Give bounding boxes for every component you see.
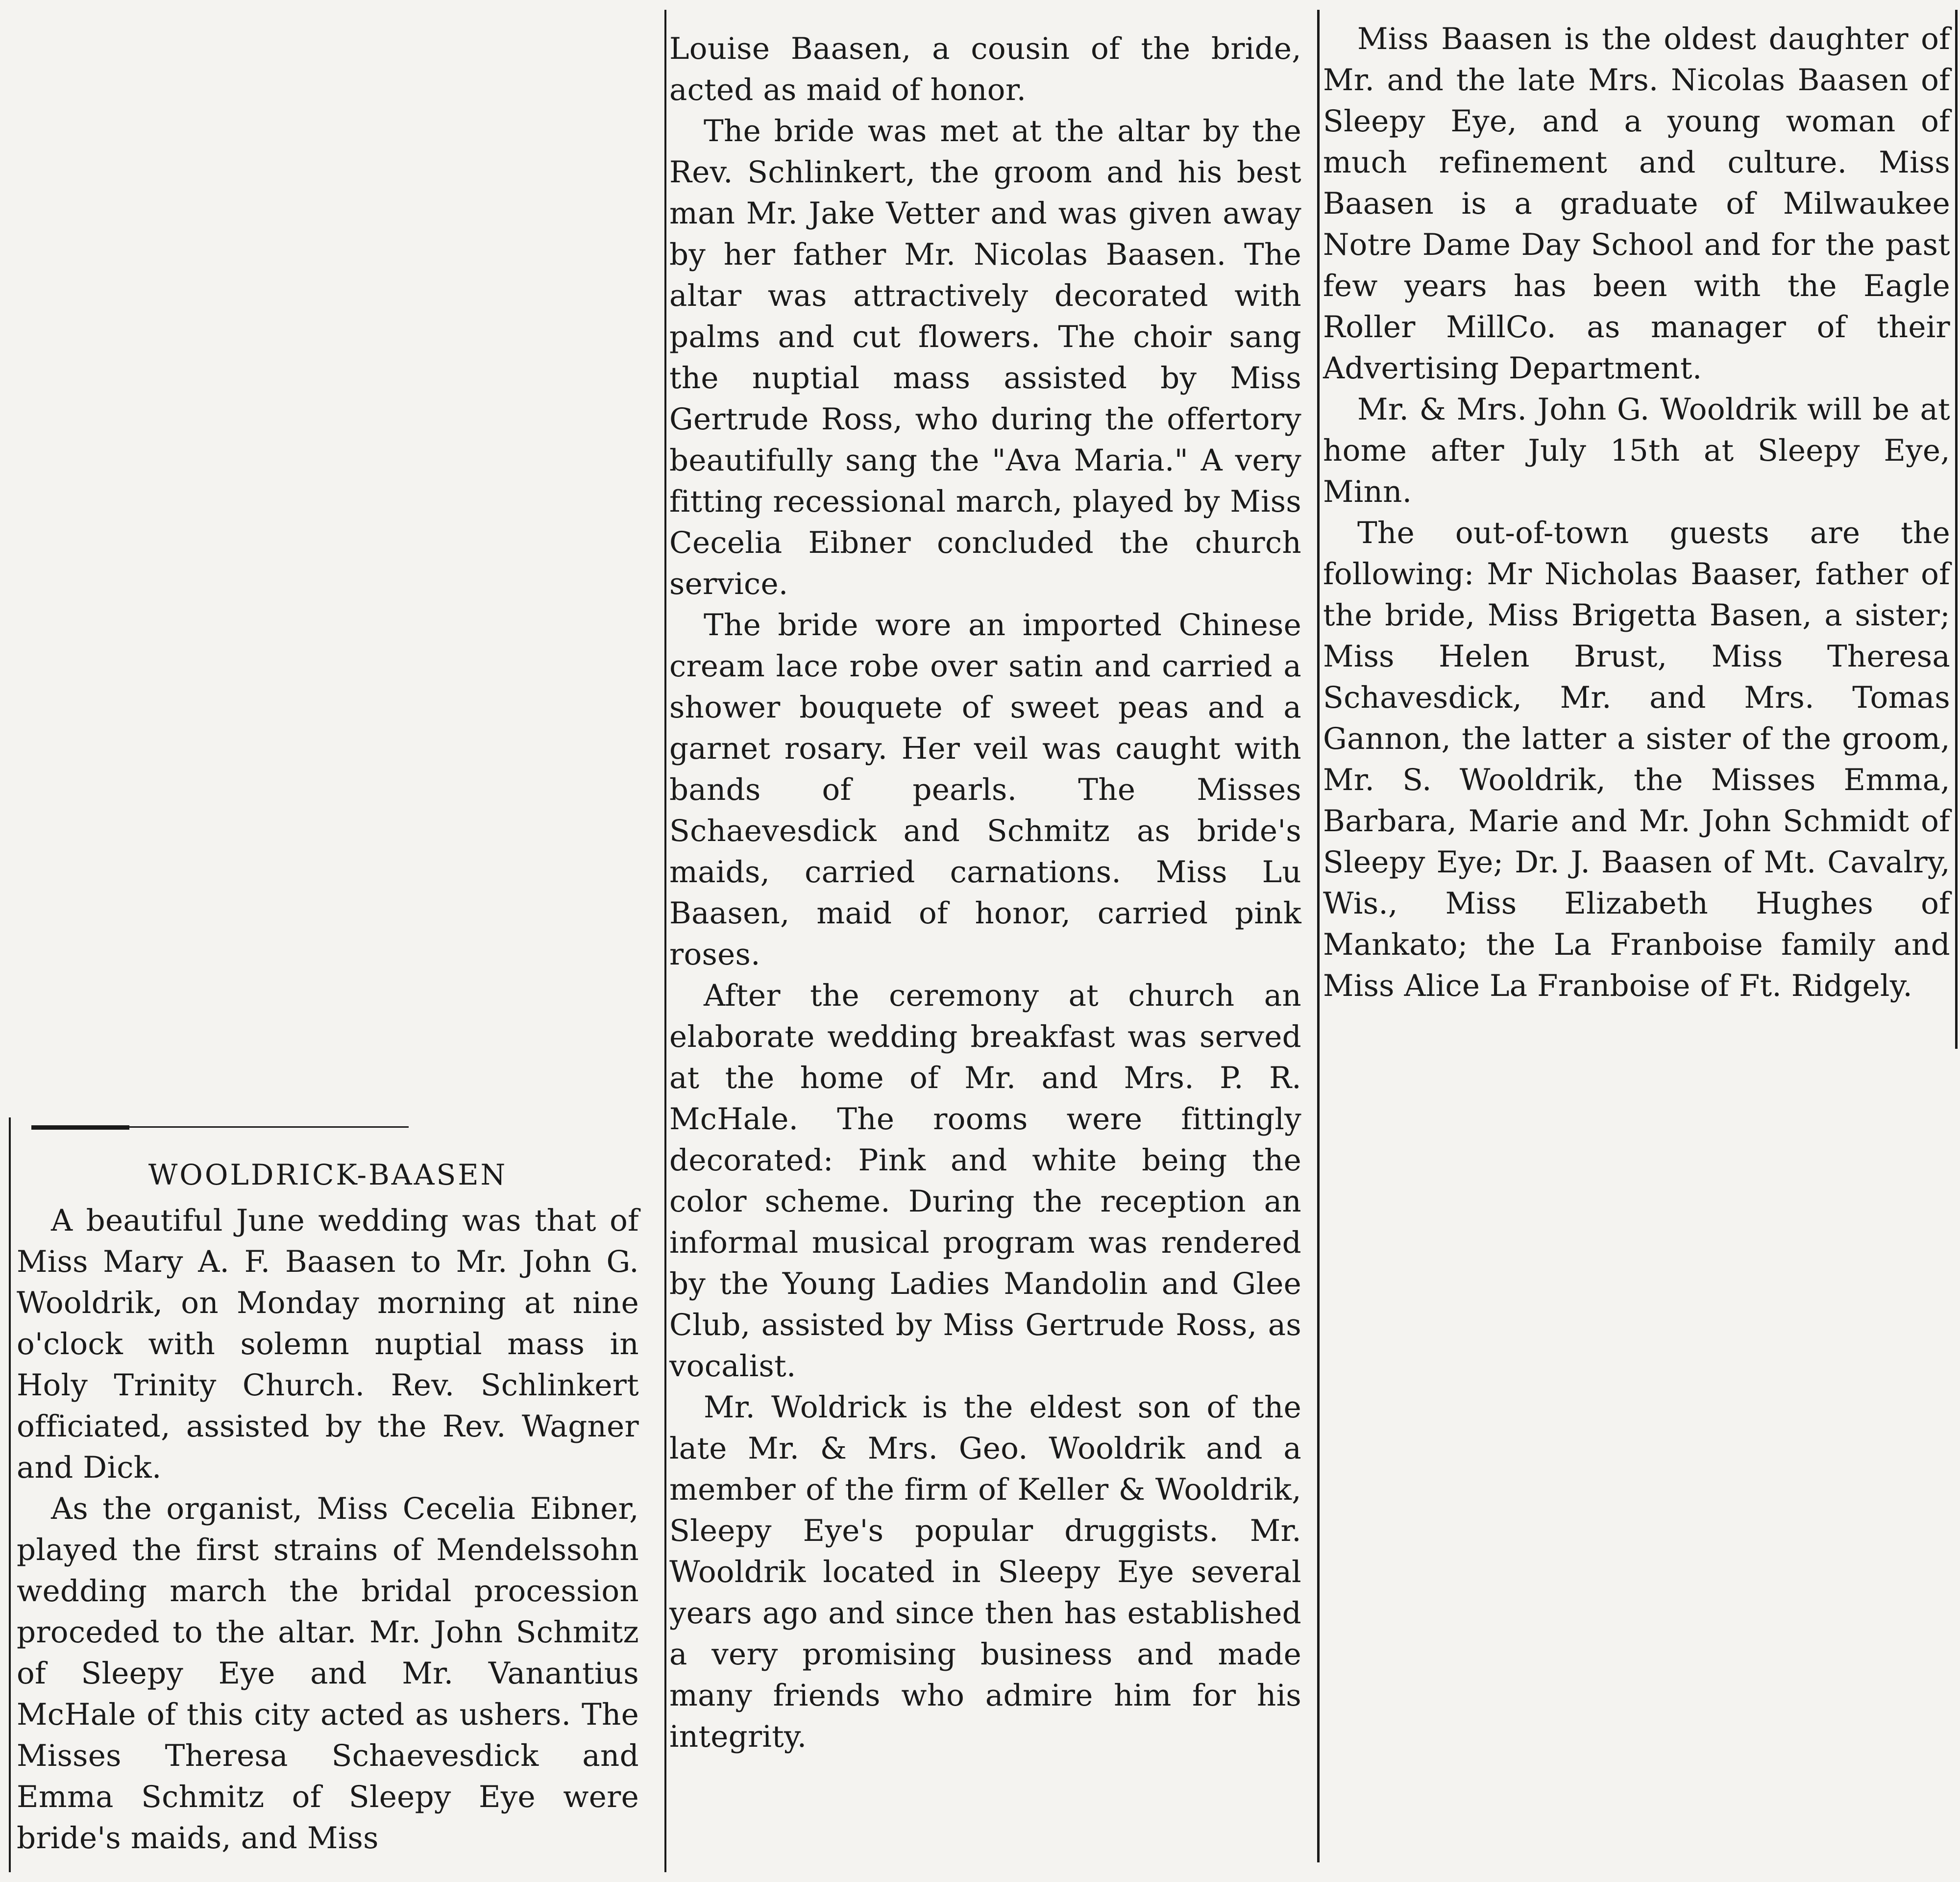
paragraph-breakfast: After the ceremony at church an elaborate wedding breakfast was served at the home of Mr. and Mrs. P. R. McHale. The rooms were fittingly decorated: Pink and white being the color scheme. During the reception an informal musical program was rendered by the Young Ladies Mandolin and Glee Club, assisted by Miss Gertrude Ross, as vocalist. <box>669 978 1301 1384</box>
paragraph-wedding-intro: A beautiful June wedding was that of Miss Mary A. F. Baasen to Mr. John G. Wooldrik, on Monday morning at nine o'clock with solemn nuptial mass in Holy Trinity Church. Rev. Schlinkert officiated, assisted by the Rev. Wagner and Dick. <box>17 1203 639 1485</box>
left-column-border <box>9 1117 11 1872</box>
paragraph-bride-attire: The bride wore an imported Chinese cream lace robe over satin and carried a shower bouquete of sweet peas and a garnet rosary. Her veil was caught with bands of pearls. The Misses Schaevesdick and Schmitz as bride's maids, carried carnations. Miss Lu Baasen, maid of honor, carried pink roses. <box>669 608 1301 972</box>
top-rule-left-column <box>31 1125 129 1130</box>
paragraph-at-home: Mr. & Mrs. John G. Wooldrik will be at home after July 15th at Sleepy Eye, Minn. <box>1323 392 1950 509</box>
right-edge-border <box>1955 10 1958 1049</box>
article-headline: WOOLDRICK-BAASEN <box>148 1158 508 1191</box>
left-column <box>17 1154 639 1859</box>
paragraph-bride-background: Miss Baasen is the oldest daughter of Mr. and the late Mrs. Nicolas Baasen of Sleepy Eye, and a young woman of much refinement and culture. Miss Baasen is a graduate of Milwaukee Notre Dame Day School and for the past few years has been with the Eagle Roller MillCo. as manager of their Advertising Department. <box>1323 22 1950 386</box>
paragraph-procession: As the organist, Miss Cecelia Eibner, played the first strains of Mendelssohn wedding march the bridal procession proceded to the altar. Mr. John Schmitz of Sleepy Eye and Mr. Vanantius McHale of this city acted as ushers. The Misses Theresa Schaevesdick and Emma Schmitz of Sleepy Eye were bride's maids, and Miss <box>17 1491 639 1856</box>
top-rule-left-column-thin <box>129 1126 409 1128</box>
paragraph-guests: The out-of-town guests are the following: Mr Nicholas Baaser, father of the bride, Miss Brigetta Basen, a sister; Miss Helen Brust, Miss Theresa Schavesdick, Mr. and Mrs. Tomas Gannon, the latter a sister of the groom, Mr. S. Wooldrik, the Misses Emma, Barbara, Marie and Mr. John Schmidt of Sleepy Eye; Dr. J. Baasen of Mt. Cavalry, Wis., Miss Elizabeth Hughes of Mankato; the La Franboise family and Miss Alice La Franboise of Ft. Ridgely. <box>1323 516 1950 1003</box>
column-divider-right <box>1317 10 1320 1862</box>
paragraph-groom: Mr. Woldrick is the eldest son of the late Mr. & Mrs. Geo. Wooldrik and a member of the firm of Keller & Wooldrik, Sleepy Eye's popular druggists. Mr. Wooldrik located in Sleepy Eye several years ago and since then has established a very promising business and made many friends who admire him for his integrity. <box>669 1390 1301 1754</box>
paragraph-altar: The bride was met at the altar by the Rev. Schlinkert, the groom and his best man Mr. Jake Vetter and was given away by her father Mr. Nicolas Baasen. The altar was attractively decorated with palms and cut flowers. The choir sang the nuptial mass assisted by Miss Gertrude Ross, who during the offertory beautifully sang the "Ava Maria." A very fitting recessional march, played by Miss Cecelia Eibner concluded the church service. <box>669 114 1301 601</box>
column-divider-middle <box>664 10 666 1872</box>
middle-column <box>669 28 1301 1758</box>
right-column <box>1323 19 1950 1007</box>
paragraph-maid-of-honor: Louise Baasen, a cousin of the bride, acted as maid of honor. <box>669 31 1301 107</box>
